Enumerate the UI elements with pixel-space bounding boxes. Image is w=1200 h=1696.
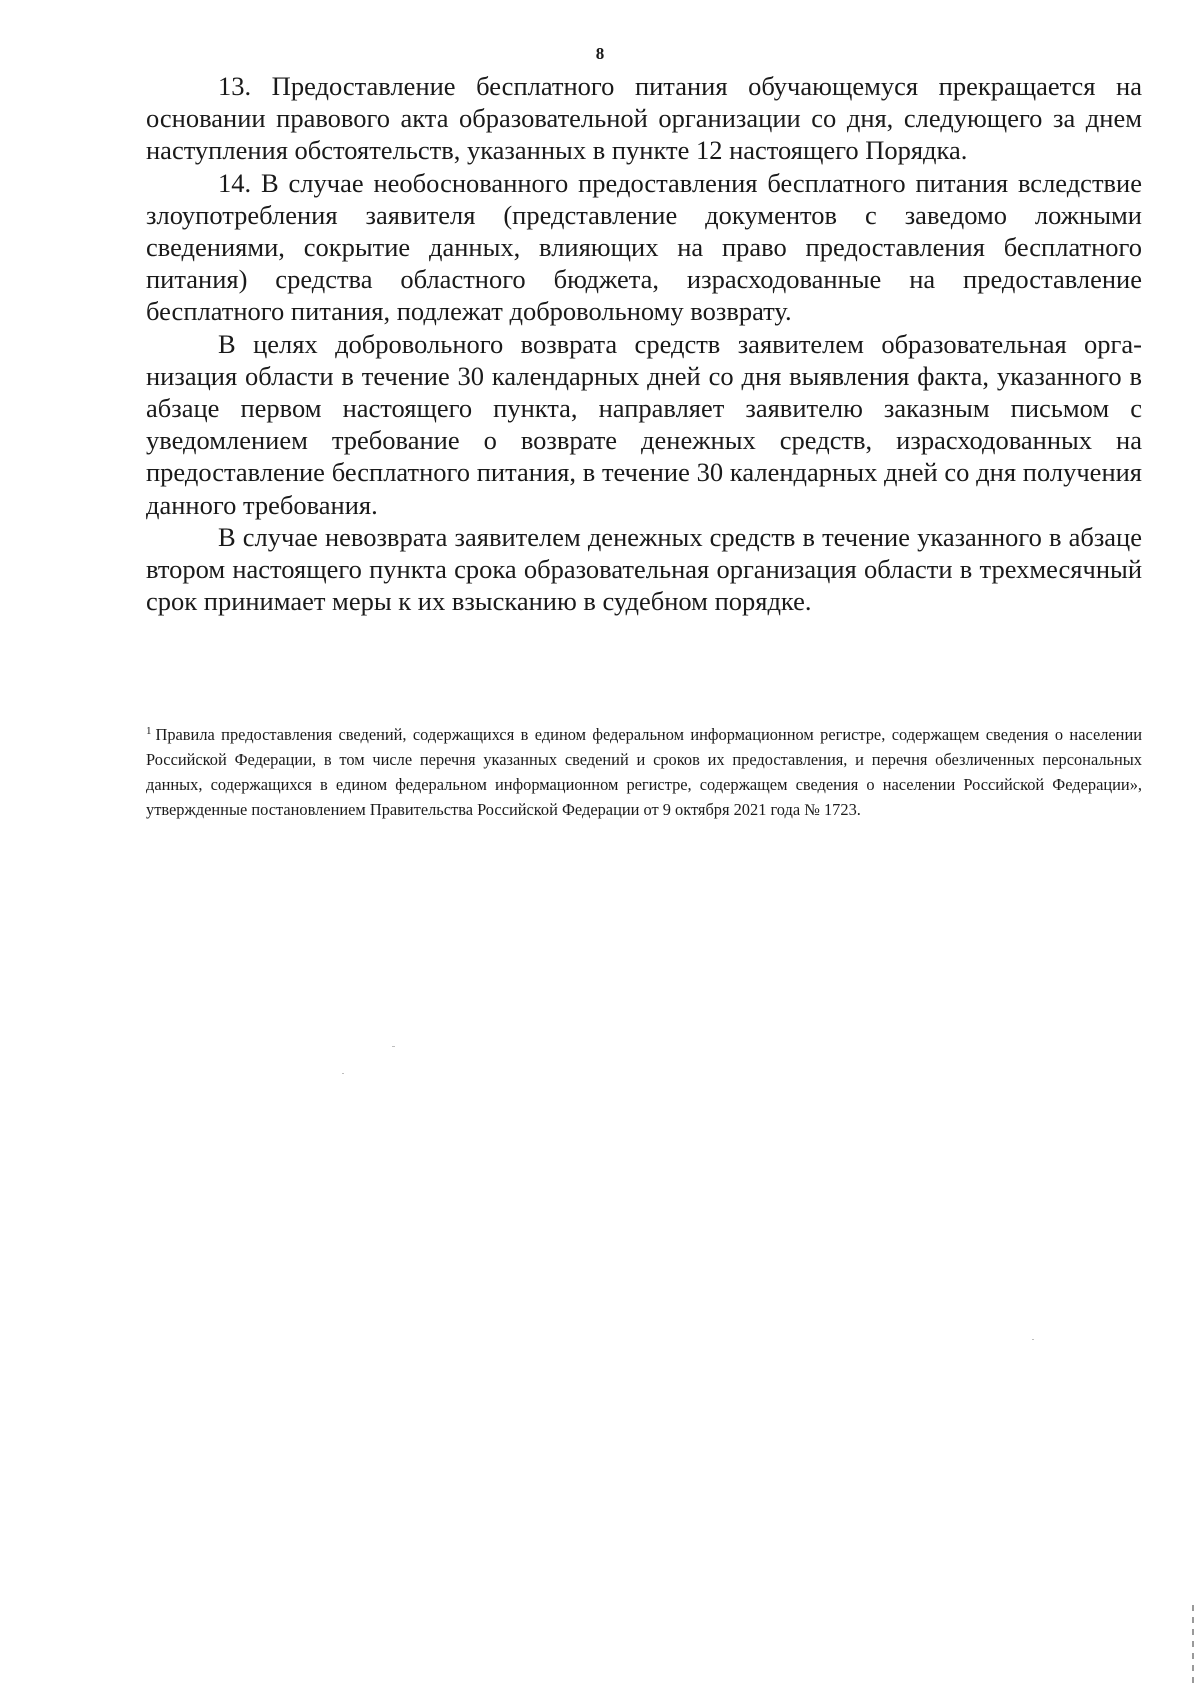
page-number: 8	[595, 44, 605, 63]
paragraph-14-voluntary-return: В целях добровольного возврата средств заявителем образовательная организация области в течение 30 календарных дней со дня выявления факта, указанного в абзаце первом настоящего пункта, направляет заявителю заказным письмом с уведомлением требование о возврате денежных средств, израсходованных на предоставление бесплатного питания, в течение 30 календарных дней со дня получения данного требования.	[146, 328, 1142, 520]
scan-speck	[392, 1046, 395, 1047]
footnote	[146, 722, 1142, 822]
paragraph-13: 13. Предоставление бесплатного питания обучающемуся прекращается на основании правового акта образовательной организации со дня, следующего за днем наступления обстоятельств, указанных в пункте 12 настоящего Порядка.	[146, 71, 1142, 166]
footnote-text: Правила предоставления сведений, содержащихся в едином федеральном информационном регистре, содержащем сведения о населении Российской Федерации, в том числе перечня указанных сведений и сроков их предоставления, и перечня обезличенных персональных данных, содержащихся в едином федеральном информационном регистре, содержащем сведения о населении Российской Федерации», утвержденные постановлением Правительства Российской Федерации от 9 октября 2021 года № 1723.	[146, 725, 1142, 819]
scan-edge-marks	[1192, 1605, 1194, 1685]
document-body	[146, 70, 1142, 617]
scan-speck	[342, 1073, 344, 1074]
scan-speck	[1032, 1339, 1034, 1340]
paragraph-14-non-return: В случае невозврата заявителем денежных средств в течение указанного в абзаце втором настоящего пункта срока образовательная организация области в трехмесячный срок принимает меры к их взысканию в судебном порядке.	[146, 521, 1142, 617]
paragraph-14: 14. В случае необоснованного предоставления бесплатного питания вследствие злоупотребления заявителя (представление документов с заведомо ложными сведениями, сокрытие данных, влияющих на право предоставления бесплатного питания) средства областного бюджета, израсходованные на предоставление бесплатного питания, подлежат добровольному возврату.	[146, 167, 1142, 327]
footnote-marker: 1	[146, 724, 152, 737]
